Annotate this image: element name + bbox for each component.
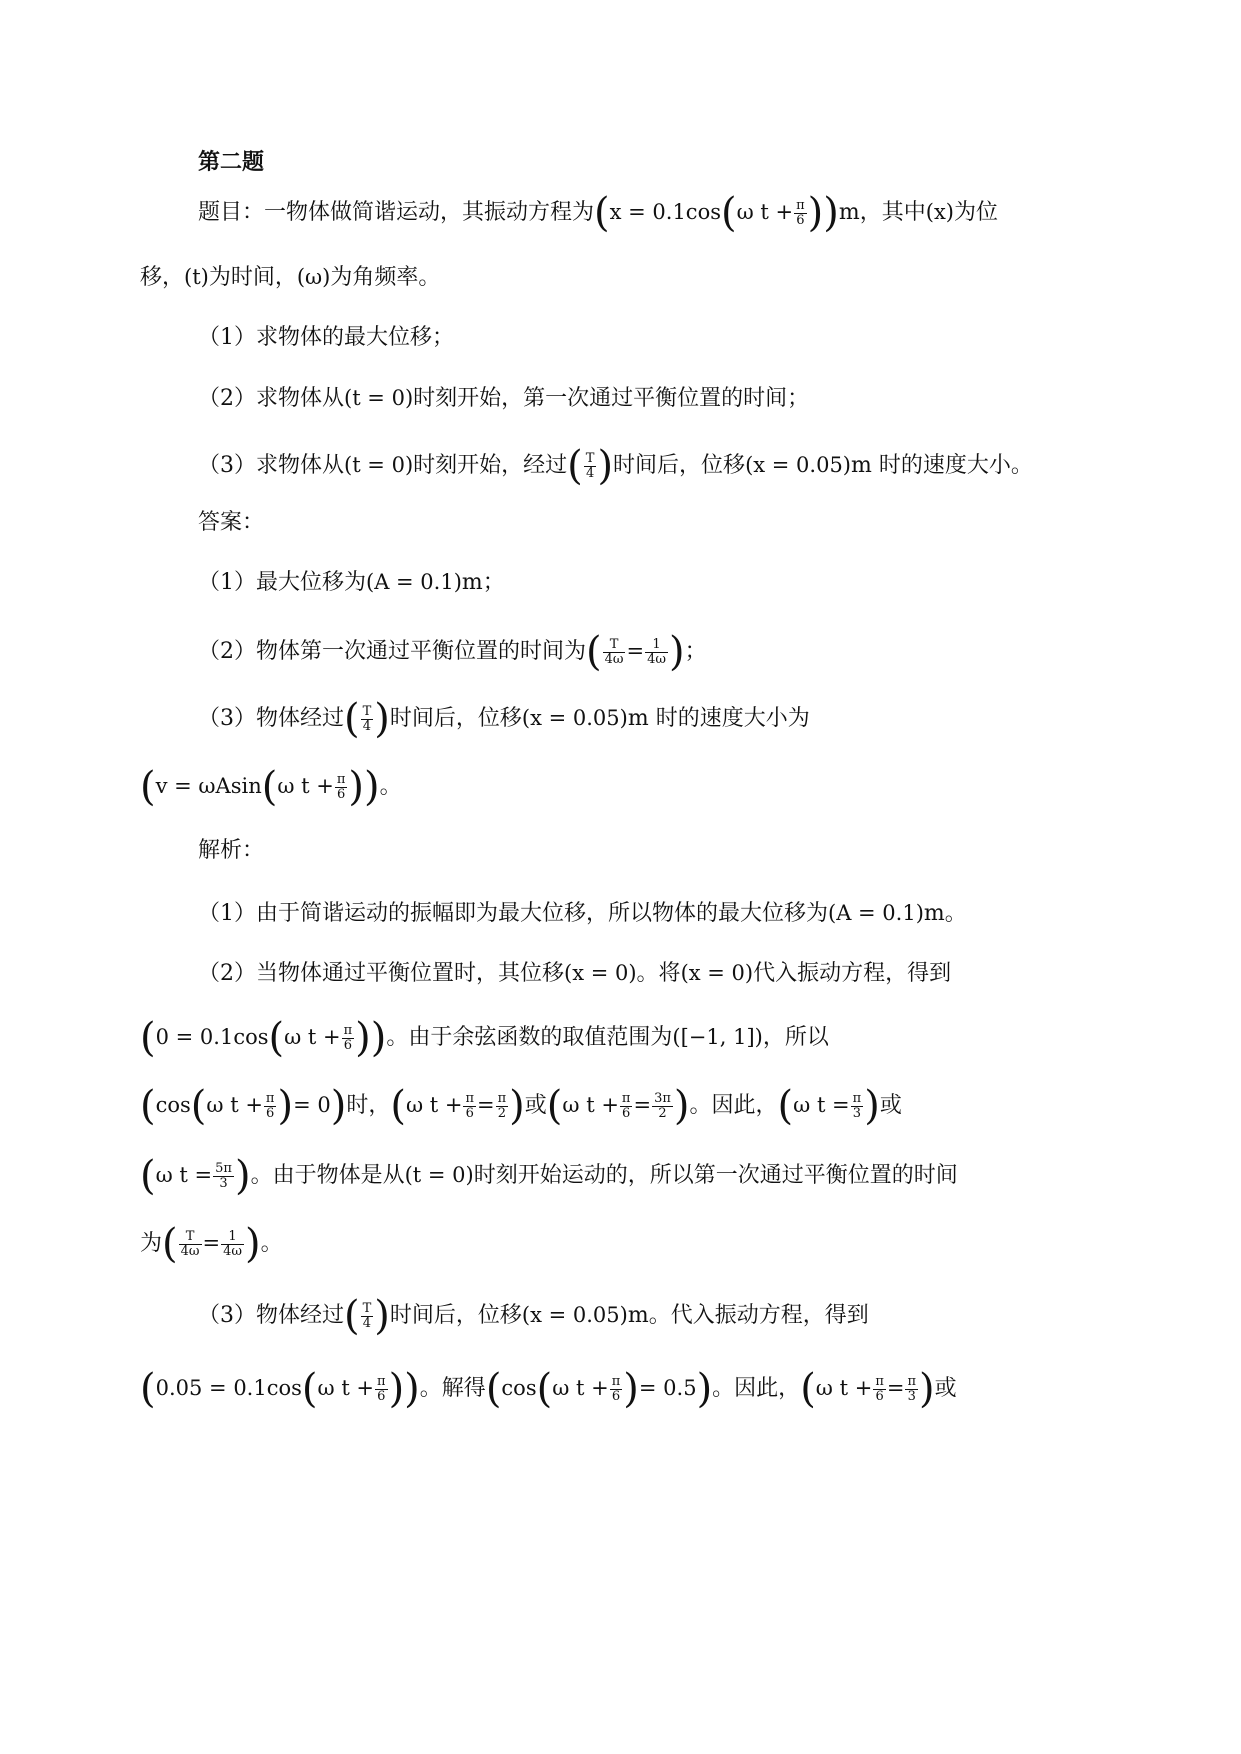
problem-line-2: 移，(t)为时间，(ω)为角频率。 xyxy=(140,265,441,290)
analysis-label: 解析： xyxy=(198,838,265,863)
answer-3-formula: (v = ωAsin(ω t + $\frac{\pi}{6}$ ))。 xyxy=(140,764,402,810)
page-title: 第二题 xyxy=(198,150,265,175)
answer-label: 答案： xyxy=(198,510,265,535)
analysis-1: （1）由于简谐运动的振幅即为最大位移，所以物体的最大位移为(A = 0.1)m。 xyxy=(198,901,967,926)
answer-3: （3）物体经过( $\frac{T}{4}$ )时间后，位移(x = 0.05)m 时的速度大小为 xyxy=(198,696,810,742)
analysis-2-line-3: (cos(ω t + $\frac{\pi}{6}$ )= 0)时，(ω t + $\frac{\pi}{6}$ = $\frac{\pi}{2}$ )或(ω t + $\frac{\pi}{6}$ = $\frac{3\pi}{2}$ )。因此，(ω t = $\frac{\pi}{3}$ )或 xyxy=(140,1083,902,1129)
problem-intro: 题目：一物体做简谐运动，其振动方程为 xyxy=(198,200,595,225)
answer-2: （2）物体第一次通过平衡位置的时间为( $\frac{T}{4\omega}$ = $\frac{1}{4\omega}$ )； xyxy=(198,629,707,675)
analysis-2-line-4: (ω t = $\frac{5\pi}{3}$ )。由于物体是从(t = 0)时刻开始运动的，所以第一次通过平衡位置的时间 xyxy=(140,1153,958,1199)
analysis-3-line-1: （3）物体经过( $\frac{T}{4}$ )时间后，位移(x = 0.05)m。代入振动方程，得到 xyxy=(198,1293,869,1339)
analysis-2-line-2: (0 = 0.1cos(ω t + $\frac{\pi}{6}$ ))。由于余弦函数的取值范围为([−1, 1])，所以 xyxy=(140,1015,829,1061)
equation-arg: ω t + xyxy=(736,200,794,224)
problem-line-1: 题目：一物体做简谐运动，其振动方程为(x = 0.1cos(ω t + $\frac{\pi}{6}$ ))m，其中(x)为位 xyxy=(198,190,999,236)
analysis-2-line-5: 为( $\frac{T}{4\omega}$ = $\frac{1}{4\omega}$ )。 xyxy=(140,1221,283,1267)
answer-1: （1）最大位移为(A = 0.1)m； xyxy=(198,570,505,595)
fraction: $\frac{\pi}{6}$ xyxy=(796,197,805,228)
equation-lhs: x = 0.1cos xyxy=(609,200,721,224)
analysis-3-line-2: (0.05 = 0.1cos(ω t + $\frac{\pi}{6}$ ))。解得(cos(ω t + $\frac{\pi}{6}$ )= 0.5)。因此，(ω t + $\frac{\pi}{6}$ = $\frac{\pi}{3}$ )或 xyxy=(140,1366,957,1412)
question-1: （1）求物体的最大位移； xyxy=(198,325,454,350)
analysis-2-line-1: （2）当物体通过平衡位置时，其位移(x = 0)。将(x = 0)代入振动方程，得到 xyxy=(198,961,952,986)
question-2: （2）求物体从(t = 0)时刻开始，第一次通过平衡位置的时间； xyxy=(198,386,810,411)
question-3: （3）求物体从(t = 0)时刻开始，经过( $\frac{T}{4}$ )时间后，位移(x = 0.05)m 时的速度大小。 xyxy=(198,443,1033,489)
